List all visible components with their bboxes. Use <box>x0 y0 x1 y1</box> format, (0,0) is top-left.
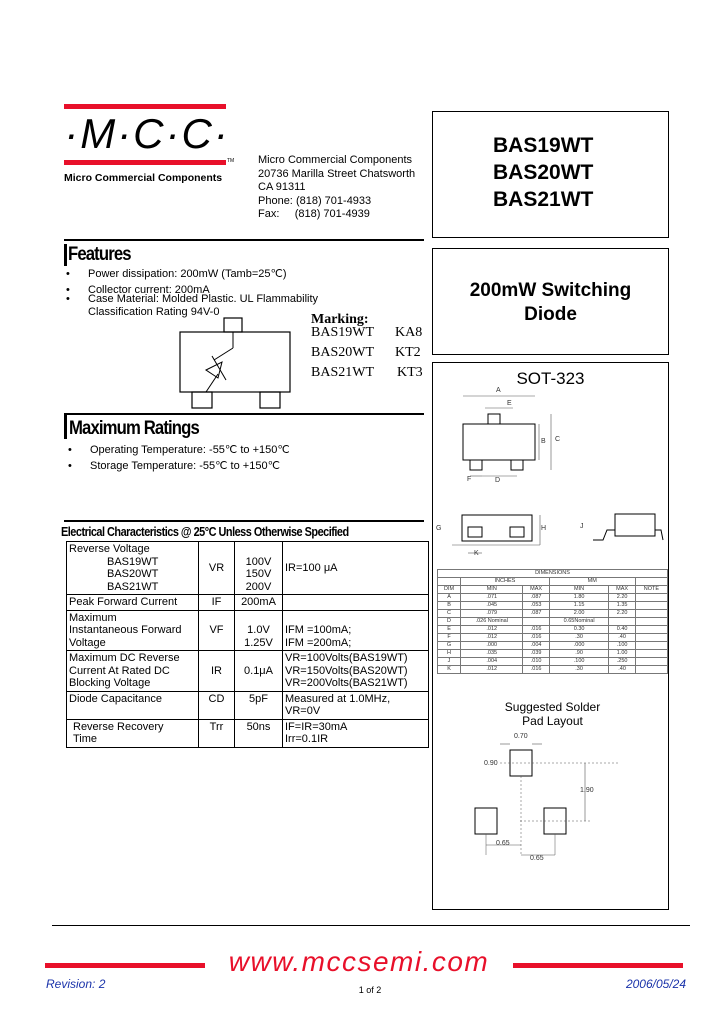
dimensions-cell: .000 <box>461 642 523 650</box>
address-street: 20736 Marilla Street Chatsworth <box>258 167 416 180</box>
dimensions-cell: 1.00 <box>609 650 635 658</box>
dimensions-cell <box>635 594 667 602</box>
dim-label-j: J <box>580 523 584 530</box>
dimensions-cell: .035 <box>461 650 523 658</box>
logo-bottom-bar <box>64 160 226 165</box>
footer-page: 1 of 2 <box>358 985 382 995</box>
dimensions-cell <box>635 610 667 618</box>
dimensions-cell: 0.30 <box>549 626 609 634</box>
dimensions-cell: 1.35 <box>609 602 635 610</box>
ec-row: Reverse Recovery Time Trr 50ns IF=IR=30mA Irr=0.1IR <box>67 719 429 747</box>
dimensions-cell: E <box>438 626 461 634</box>
dimensions-cell: .045 <box>461 602 523 610</box>
dimensions-cell: .100 <box>549 658 609 666</box>
logo-subtitle: Micro Commercial Components <box>64 172 223 184</box>
dimensions-cell: .004 <box>461 658 523 666</box>
feature-item: • Case Material: Molded Plastic. UL Flammability <box>88 293 378 306</box>
dimensions-row <box>438 658 668 666</box>
ec-row: Diode Capacitance CD 5pF Measured at 1.0MHz, VR=0V <box>67 691 429 719</box>
dimensions-cell <box>635 626 667 634</box>
solder-pad-layout <box>470 730 620 875</box>
dimensions-row <box>438 650 668 658</box>
logo-mark: ·M·C·C· <box>64 110 230 157</box>
dimensions-cell: .039 <box>523 650 549 658</box>
dimensions-cell <box>635 618 667 626</box>
dimensions-cell: .087 <box>523 594 549 602</box>
max-ratings-side <box>64 413 67 439</box>
ec-heading: Electrical Characteristics @ 25°C Unless Otherwise Specified <box>61 524 349 539</box>
ec-row: Peak Forward Current IF 200mA <box>67 595 429 611</box>
dimensions-cell: 0.40 <box>609 626 635 634</box>
product-title-line2: Diode <box>524 304 577 325</box>
dimensions-row <box>438 626 668 634</box>
footer-url[interactable]: www.mccsemi.com <box>228 946 490 977</box>
dimensions-cell: 2.00 <box>549 610 609 618</box>
logo-top-bar <box>64 104 226 109</box>
part-number-2: BAS20WT <box>493 161 594 184</box>
diode-package-drawing <box>178 316 308 412</box>
dimensions-row <box>438 602 668 610</box>
dimensions-cell: .100 <box>609 642 635 650</box>
dim-label-d: D <box>495 477 501 484</box>
dimensions-cell: .30 <box>549 634 609 642</box>
dimensions-cell: .90 <box>549 650 609 658</box>
dimensions-cell: .071 <box>461 594 523 602</box>
address-city: CA 91311 <box>258 181 306 194</box>
dimensions-cell <box>523 618 549 626</box>
dim-label-f: F <box>467 476 472 483</box>
dim-label-k: K <box>474 550 479 557</box>
dimensions-cell <box>635 658 667 666</box>
dimensions-cell: .016 <box>523 666 549 674</box>
dimensions-cell: 1.15 <box>549 602 609 610</box>
dimensions-table: DIMENSIONS INCHES MM DIM MIN MAX MIN MAX NOTE A .071 .087 1.80 2.20 B .045 .053 1.15 1.35 C .079 .087 2.00 2.20 D .026 Nominal 0.65Nominal E .012 .016 0.30 0.40 F .012 .016 .30 .40 G .000 .004 .000 .100 H .035 .039 .90 1.00 J .004 .010 .100 .250 K .012 .016 .30 .40 <box>437 569 668 674</box>
features-heading: Features <box>68 244 131 265</box>
dimensions-cell: A <box>438 594 461 602</box>
dimensions-row <box>438 594 668 602</box>
max-ratings-heading: Maximum Ratings <box>69 418 199 439</box>
dimensions-cell: .012 <box>461 626 523 634</box>
marking-row: BAS19WT KA8 <box>311 325 423 340</box>
dimensions-row <box>438 610 668 618</box>
dimensions-cell: .000 <box>549 642 609 650</box>
marking-row: BAS20WT KT2 <box>311 345 421 360</box>
part-number-1: BAS19WT <box>493 134 594 157</box>
footer-rule <box>52 925 690 926</box>
ec-table <box>66 541 429 748</box>
footer-date: 2006/05/24 <box>625 977 686 991</box>
dim-label-h: H <box>541 525 547 532</box>
marking-block <box>311 311 423 381</box>
product-title-line1: 200mW Switching <box>469 280 632 301</box>
marking-heading: Marking: <box>311 312 369 327</box>
dimensions-cell: 2.20 <box>609 594 635 602</box>
part-number-box <box>432 111 669 238</box>
part-number-3: BAS21WT <box>493 188 594 211</box>
logo-tm: TM <box>227 158 235 164</box>
dimensions-cell <box>635 666 667 674</box>
sot323-side-view <box>440 505 560 565</box>
feature-item-continued: Classification Rating 94V-0 <box>88 305 220 318</box>
ec-row: Reverse Voltage BAS19WT BAS20WT BAS21WT VR 100V 150V 200V IR=100 μA <box>67 542 429 595</box>
solder-label-0-70: 0.70 <box>514 733 528 740</box>
footer-bar-left <box>45 963 205 968</box>
feature-item: • Collector current: 200mA <box>88 284 378 297</box>
address-company: Micro Commercial Components <box>258 154 413 166</box>
dim-label-b: B <box>541 438 546 445</box>
solder-label-1-90: 1.90 <box>580 787 594 794</box>
dimensions-cell: .010 <box>523 658 549 666</box>
address-phone: Phone: (818) 701-4933 <box>258 194 372 207</box>
ec-row: Maximum DC Reverse Current At Rated DC Blocking Voltage IR 0.1μA VR=100Volts(BAS19WT) VR=150Volts(BAS20WT) VR=200Volts(BAS21WT) <box>67 651 429 692</box>
footer-revision: Revision: 2 <box>46 977 106 991</box>
footer-bar-right <box>513 963 683 968</box>
dimensions-row <box>438 634 668 642</box>
ec-row: Maximum Instantaneous Forward Voltage VF 1.0V 1.25V IFM =100mA; IFM =200mA; <box>67 610 429 651</box>
dim-label-g: G <box>436 525 442 532</box>
dimensions-cell: 0.65Nominal <box>549 618 609 626</box>
dimensions-cell: C <box>438 610 461 618</box>
dimensions-cell: .016 <box>523 626 549 634</box>
dimensions-cell: .012 <box>461 634 523 642</box>
ec-bar <box>64 520 424 522</box>
dimensions-row <box>438 666 668 674</box>
solder-title: Suggested Solder Pad Layout <box>504 700 601 728</box>
package-name: SOT-323 <box>516 369 585 388</box>
solder-label-0-65-a: 0.65 <box>496 840 510 847</box>
dim-label-a: A <box>496 387 501 394</box>
dimensions-cell: 2.20 <box>609 610 635 618</box>
dimensions-cell: D <box>438 618 461 626</box>
dimensions-cell: .250 <box>609 658 635 666</box>
dimensions-cell: K <box>438 666 461 674</box>
marking-row: BAS21WT KT3 <box>311 365 423 380</box>
rating-item: • Operating Temperature: -55℃ to +150℃ <box>90 444 390 457</box>
dimensions-row <box>438 642 668 650</box>
dimensions-cell: .40 <box>609 666 635 674</box>
dimensions-row <box>438 618 668 626</box>
solder-label-0-65-b: 0.65 <box>530 855 544 862</box>
dimensions-cell: F <box>438 634 461 642</box>
dimensions-cell <box>609 618 635 626</box>
dimensions-cell: .004 <box>523 642 549 650</box>
dimensions-cell: J <box>438 658 461 666</box>
dimensions-cell: .30 <box>549 666 609 674</box>
dimensions-cell <box>635 602 667 610</box>
max-ratings-list <box>90 444 390 472</box>
dimensions-cell: .079 <box>461 610 523 618</box>
dimensions-cell: .087 <box>523 610 549 618</box>
dimensions-cell: B <box>438 602 461 610</box>
dimensions-cell <box>635 650 667 658</box>
dim-label-e: E <box>507 400 512 407</box>
product-title-box <box>432 248 669 355</box>
dimensions-cell <box>635 642 667 650</box>
dimensions-cell: .026 Nominal <box>461 618 523 626</box>
dimensions-cell: .012 <box>461 666 523 674</box>
dimensions-cell: H <box>438 650 461 658</box>
dimensions-cell: .40 <box>609 634 635 642</box>
max-ratings-bar <box>64 413 424 415</box>
feature-item: • Power dissipation: 200mW (Tamb=25℃) <box>88 268 378 281</box>
solder-label-0-90: 0.90 <box>484 760 498 767</box>
features-bar <box>64 244 67 266</box>
sot323-end-view <box>585 508 665 548</box>
header-divider <box>64 239 424 241</box>
dim-label-c: C <box>555 436 561 443</box>
dimensions-cell: .016 <box>523 634 549 642</box>
dimensions-cell <box>635 634 667 642</box>
dimensions-cell: 1.80 <box>549 594 609 602</box>
dimensions-cell: G <box>438 642 461 650</box>
dimensions-cell: .053 <box>523 602 549 610</box>
address-fax: Fax: (818) 701-4939 <box>258 208 370 221</box>
rating-item: • Storage Temperature: -55℃ to +150℃ <box>90 460 390 473</box>
address-block <box>258 154 438 222</box>
